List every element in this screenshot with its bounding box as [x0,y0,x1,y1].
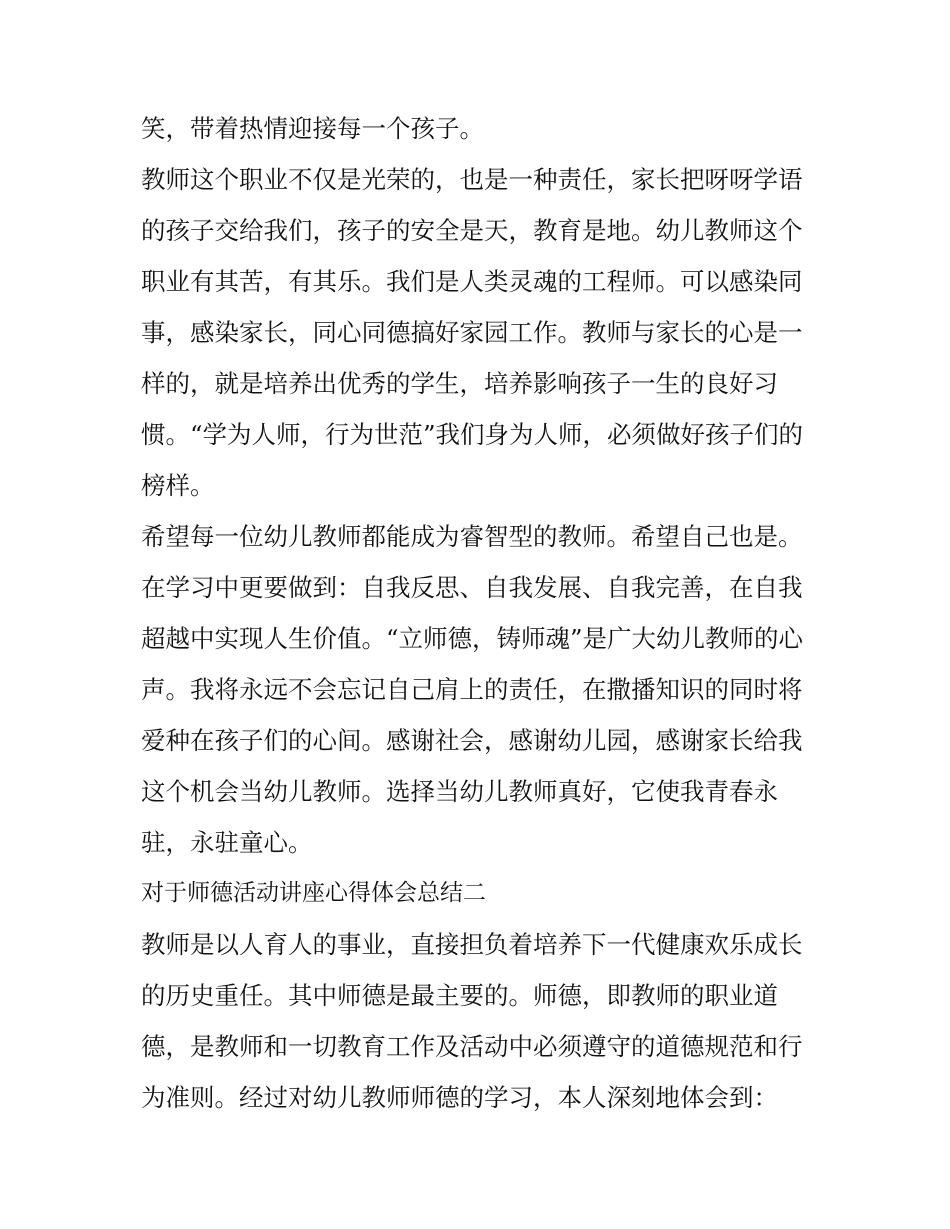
text-line: 笑，带着热情迎接每一个孩子。 [141,114,484,143]
text-line: 惯。“学为人师，行为世范”我们身为人师，必须做好孩子们的 [141,420,804,449]
text-line: 事，感染家长，同心同德搞好家园工作。教师与家长的心是一 [141,318,803,347]
text-line: 样的，就是培养出优秀的学生，培养影响孩子一生的良好习 [141,369,778,398]
text-line: 职业有其苦，有其乐。我们是人类灵魂的工程师。可以感染同 [141,267,803,296]
text-line: 驻，永驻童心。 [141,828,313,857]
text-line: 为准则。经过对幼儿教师师德的学习，本人深刻地体会到： [141,1083,778,1112]
section-heading: 对于师德活动讲座心得体会总结二 [141,880,486,906]
text-line: 德，是教师和一切教育工作及活动中必须遵守的道德规范和行 [141,1032,803,1061]
text-line: 爱种在孩子们的心间。感谢社会，感谢幼儿园，感谢家长给我 [141,726,803,755]
text-line: 这个机会当幼儿教师。选择当幼儿教师真好，它使我青春永 [141,777,778,806]
text-line: 的历史重任。其中师德是最主要的。师德，即教师的职业道 [141,981,778,1010]
document-body [141,103,816,1123]
text-line: 希望每一位幼儿教师都能成为睿智型的教师。希望自己也是。 [141,522,803,551]
text-line: 声。我将永远不会忘记自己肩上的责任，在撒播知识的同时将 [141,675,803,704]
text-line: 在学习中更要做到：自我反思、自我发展、自我完善，在自我 [141,573,803,602]
text-line: 榜样。 [141,471,215,500]
text-line: 教师这个职业不仅是光荣的，也是一种责任，家长把呀呀学语 [141,165,803,194]
text-line: 超越中实现人生价值。“立师德，铸师魂”是广大幼儿教师的心 [141,624,804,653]
text-line: 教师是以人育人的事业，直接担负着培养下一代健康欢乐成长 [141,930,803,959]
text-line: 的孩子交给我们，孩子的安全是天，教育是地。幼儿教师这个 [141,216,803,245]
